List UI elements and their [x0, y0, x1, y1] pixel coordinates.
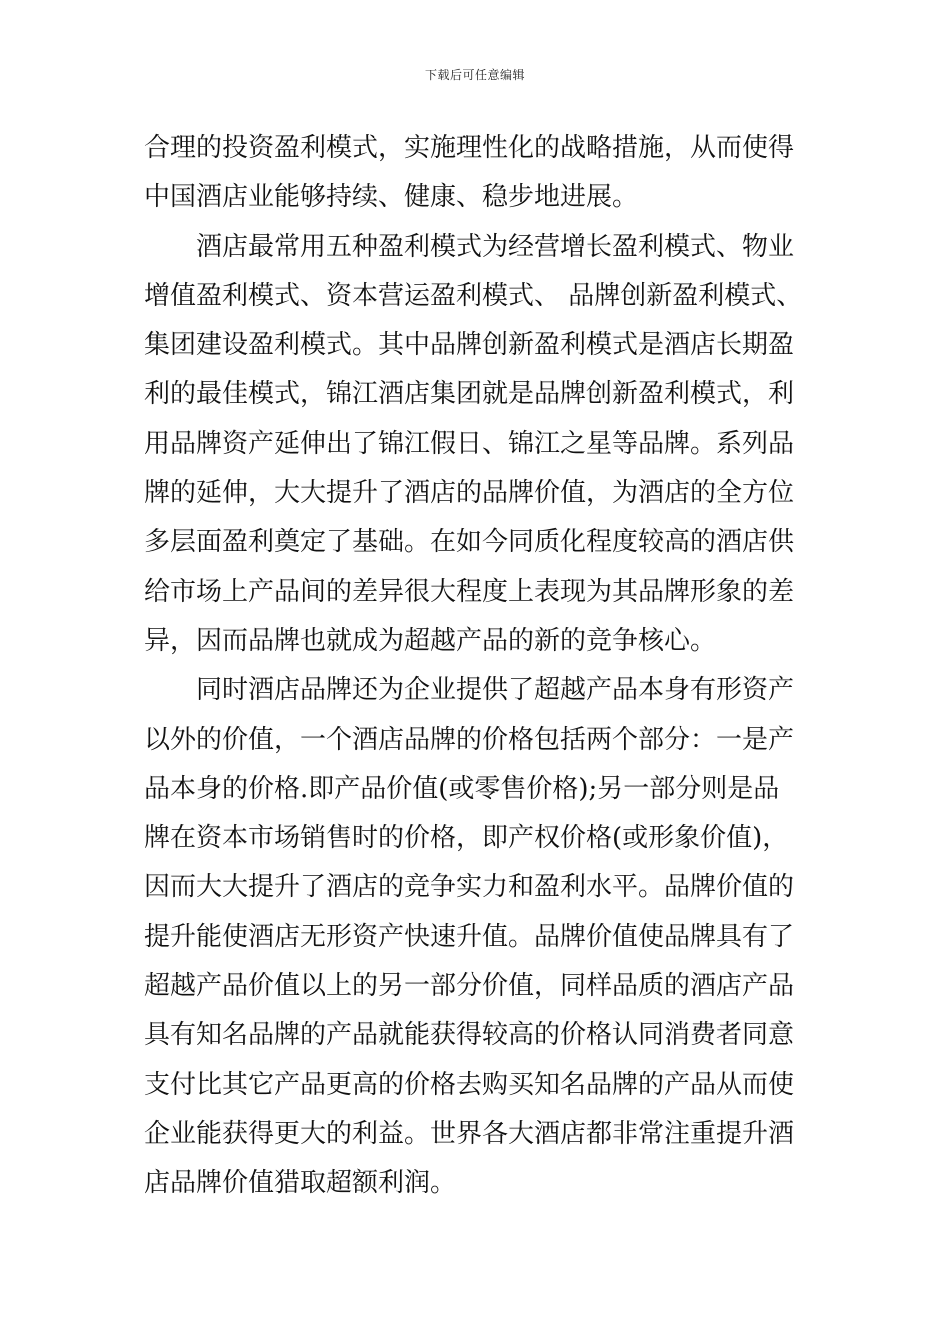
text-line: 牌在资本市场销售时的价格，即产权价格(或形象价值)， — [144, 823, 789, 854]
text-line: 同时酒店品牌还为企业提供了超越产品本身有形资产 — [144, 675, 795, 706]
text-line: 利的最佳模式，锦江酒店集团就是品牌创新盈利模式，利 — [144, 379, 795, 410]
text-line: 店品牌价值猎取超额利润。 — [144, 1168, 457, 1199]
text-line: 用品牌资产延伸出了锦江假日、锦江之星等品牌。系列品 — [144, 428, 795, 459]
text-line: 集团建设盈利模式。其中品牌创新盈利模式是酒店长期盈 — [144, 330, 795, 361]
text-line: 多层面盈利奠定了基础。在如今同质化程度较高的酒店供 — [144, 527, 795, 558]
text-line: 增值盈利模式、资本营运盈利模式、 品牌创新盈利模式、 — [144, 280, 803, 311]
text-line: 中国酒店业能够持续、健康、稳步地进展。 — [144, 182, 639, 213]
text-line: 酒店最常用五种盈利模式为经营增长盈利模式、物业 — [144, 231, 795, 262]
text-line: 超越产品价值以上的另一部分价值，同样品质的酒店产品 — [144, 971, 795, 1002]
text-line: 合理的投资盈利模式，实施理性化的战略措施，从而使得 — [144, 133, 795, 163]
text-line: 具有知名品牌的产品就能获得较高的价格认同消费者同意 — [144, 1020, 795, 1051]
text-line: 支付比其它产品更高的价格去购买知名品牌的产品从而使 — [144, 1069, 795, 1100]
text-line: 给市场上产品间的差异很大程度上表现为其品牌形象的差 — [144, 576, 795, 607]
text-line: 因而大大提升了酒店的竞争实力和盈利水平。品牌价值的 — [144, 872, 795, 903]
text-line: 异，因而品牌也就成为超越产品的新的竞争核心。 — [144, 625, 717, 656]
text-line: 品本身的价格.即产品价值(或零售价格);另一部分则是品 — [144, 773, 780, 804]
text-line: 提升能使酒店无形资产快速升值。品牌价值使品牌具有了 — [144, 921, 795, 952]
page-header: 下载后可任意编辑 — [424, 68, 525, 82]
document-body — [144, 124, 814, 1209]
text-line: 企业能获得更大的利益。世界各大酒店都非常注重提升酒 — [144, 1118, 795, 1149]
text-line: 牌的延伸，大大提升了酒店的品牌价值，为酒店的全方位 — [144, 478, 795, 509]
text-line: 以外的价值，一个酒店品牌的价格包括两个部分：一是产 — [144, 724, 795, 755]
